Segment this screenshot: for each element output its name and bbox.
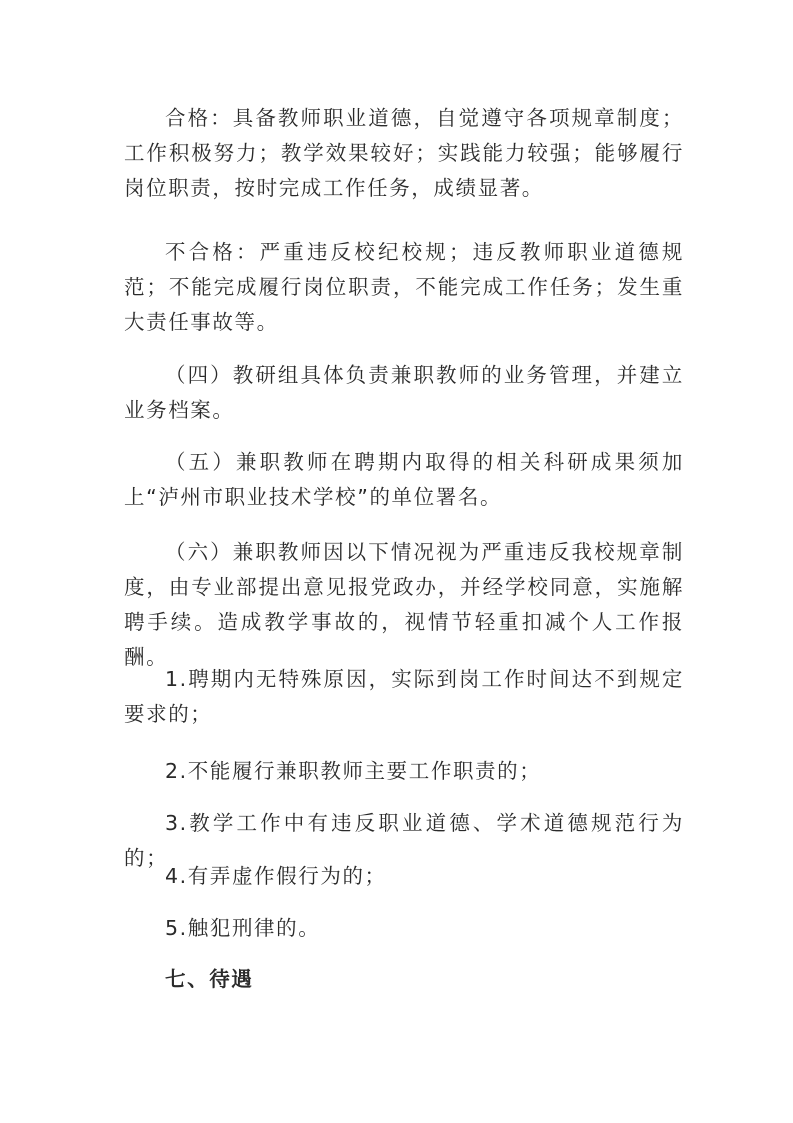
paragraph-unqualified: 不合格：严重违反校纪校规；违反教师职业道德规范；不能完成履行岗位职责，不能完成工作任务；发生重大责任事故等。 <box>124 240 684 334</box>
paragraph-item-5: （五）兼职教师在聘期内取得的相关科研成果须加上“泸州市职业技术学校”的单位署名。 <box>124 450 684 509</box>
paragraph-qualified: 合格：具备教师职业道德，自觉遵守各项规章制度；工作积极努力；教学效果较好；实践能力较强；能够履行岗位职责，按时完成工作任务，成绩显著。 <box>124 106 684 200</box>
paragraph-item-6: （六）兼职教师因以下情况视为严重违反我校规章制度，由专业部提出意见报党政办，并经学校同意，实施解聘手续。造成教学事故的，视情节轻重扣减个人工作报酬。 <box>124 540 684 669</box>
condition-item-1: 1.聘期内无特殊原因，实际到岗工作时间达不到规定要求的； <box>124 667 684 726</box>
paragraph-item-4: （四）教研组具体负责兼职教师的业务管理，并建立业务档案。 <box>124 363 684 422</box>
condition-item-2: 2.不能履行兼职教师主要工作职责的； <box>165 759 542 783</box>
condition-item-5: 5.触犯刑律的。 <box>165 916 321 940</box>
condition-item-4: 4.有弄虚作假行为的； <box>165 864 387 888</box>
condition-item-3: 3.教学工作中有违反职业道德、学术道德规范行为的； <box>124 811 684 870</box>
section-heading: 七、待遇 <box>165 967 254 991</box>
